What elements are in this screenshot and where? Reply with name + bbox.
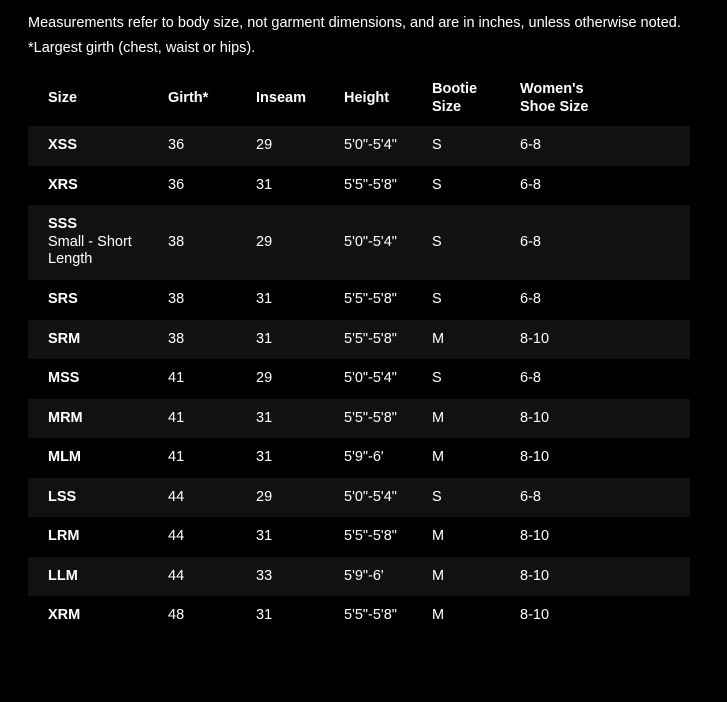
header-bootie-line1: Bootie [432,81,478,97]
bootie-size-cell: M [432,330,445,347]
table-header [28,70,690,126]
size-code: XRS [48,176,78,193]
shoe-size-cell: 8-10 [520,449,550,465]
shoe-size-cell: 8-10 [520,528,550,544]
girth-cell: 38 [168,330,185,347]
size-cell [28,205,168,280]
header-shoe-line2: Shoe Size [520,99,589,115]
shoe-size-cell: 6-8 [520,488,541,505]
size-cell [28,399,168,439]
bootie-size-cell: M [432,607,445,623]
inseam-cell: 31 [256,528,273,544]
height-cell: 5'0"-5'4" [344,233,397,250]
height-cell: 5'5"-5'8" [344,330,397,347]
inseam-cell: 29 [256,233,273,250]
height-cell: 5'9"-6' [344,449,384,465]
size-code: SRM [48,330,81,347]
size-cell [28,438,168,478]
table-row [28,320,690,360]
size-cell [28,478,168,518]
bootie-size-cell: S [432,137,442,153]
size-chart-table [28,70,690,636]
table-row [28,166,690,206]
girth-cell: 36 [168,137,185,153]
inseam-cell: 29 [256,488,273,505]
size-code: LSS [48,488,77,505]
girth-cell: 41 [168,409,185,426]
size-description: Small - Short Length [48,233,132,268]
header-height: Height [344,90,390,106]
size-code: SRS [48,291,78,307]
girth-cell: 38 [168,233,185,250]
height-cell: 5'5"-5'8" [344,291,397,307]
header-womens-shoe-size [520,70,690,126]
height-cell: 5'5"-5'8" [344,528,397,544]
table-row [28,280,690,320]
table-row [28,399,690,439]
size-cell [28,166,168,206]
shoe-size-cell: 6-8 [520,233,541,250]
shoe-size-cell: 6-8 [520,176,541,193]
girth-cell: 41 [168,449,185,465]
header-bootie-size [432,70,520,126]
girth-cell: 48 [168,607,185,623]
bootie-size-cell: S [432,370,442,386]
size-code: LLM [48,567,78,584]
bootie-size-cell: S [432,488,442,505]
height-cell: 5'0"-5'4" [344,370,397,386]
height-cell: 5'9"-6' [344,567,384,584]
table-row [28,126,690,166]
height-cell: 5'5"-5'8" [344,607,397,623]
bootie-size-cell: M [432,528,445,544]
height-cell: 5'0"-5'4" [344,137,397,153]
bootie-size-cell: M [432,567,445,584]
girth-cell: 44 [168,528,185,544]
shoe-size-cell: 8-10 [520,567,550,584]
shoe-size-cell: 8-10 [520,409,550,426]
size-code: XSS [48,137,78,153]
size-code: SSS [48,216,78,233]
height-cell: 5'5"-5'8" [344,176,397,193]
girth-cell: 41 [168,370,185,386]
size-code: MRM [48,409,83,426]
header-inseam: Inseam [256,90,306,106]
height-cell: 5'5"-5'8" [344,409,397,426]
inseam-cell: 31 [256,607,273,623]
inseam-cell: 31 [256,409,273,426]
size-code: MSS [48,370,80,386]
table-row [28,359,690,399]
size-cell [28,557,168,597]
bootie-size-cell: M [432,409,445,426]
shoe-size-cell: 6-8 [520,370,541,386]
girth-cell: 44 [168,567,185,584]
inseam-cell: 29 [256,370,273,386]
size-cell [28,596,168,636]
shoe-size-cell: 8-10 [520,607,550,623]
size-code: XRM [48,607,81,623]
size-cell [28,126,168,166]
table-row [28,596,690,636]
size-cell [28,320,168,360]
bootie-size-cell: S [432,233,442,250]
shoe-size-cell: 8-10 [520,330,550,347]
girth-cell: 44 [168,488,185,505]
header-bootie-line2: Size [432,99,462,115]
height-cell: 5'0"-5'4" [344,488,397,505]
girth-footnote: *Largest girth (chest, waist or hips). [28,40,256,56]
size-code: MLM [48,449,82,465]
girth-cell: 36 [168,176,185,193]
table-row [28,517,690,557]
size-cell [28,359,168,399]
table-row [28,478,690,518]
inseam-cell: 29 [256,137,273,153]
bootie-size-cell: S [432,176,442,193]
inseam-cell: 31 [256,176,273,193]
header-girth: Girth* [168,90,209,106]
bootie-size-cell: S [432,291,442,307]
inseam-cell: 31 [256,449,273,465]
size-code: LRM [48,528,80,544]
size-cell [28,517,168,557]
size-cell [28,280,168,320]
shoe-size-cell: 6-8 [520,291,541,307]
table-row [28,438,690,478]
table-row [28,557,690,597]
header-shoe-line1: Women's [520,81,584,97]
bootie-size-cell: M [432,449,445,465]
header-row [28,70,690,126]
header-size: Size [48,90,78,106]
girth-cell: 38 [168,291,185,307]
table-row [28,205,690,280]
inseam-cell: 31 [256,291,273,307]
shoe-size-cell: 6-8 [520,137,541,153]
inseam-cell: 31 [256,330,273,347]
table-body [28,126,690,636]
inseam-cell: 33 [256,567,273,584]
measurement-note: Measurements refer to body size, not garment dimensions, and are in inches, unless otherwise noted. [28,15,681,31]
